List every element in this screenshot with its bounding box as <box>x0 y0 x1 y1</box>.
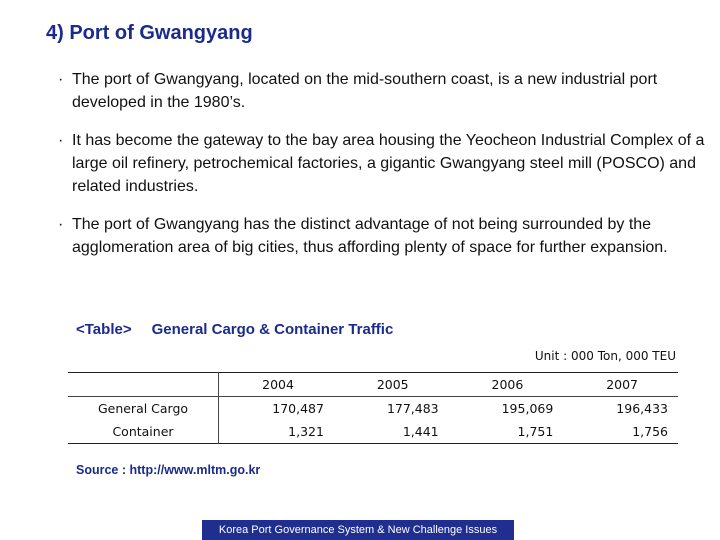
table-header-year: 2004 <box>262 377 294 392</box>
table-unit: Unit : 000 Ton, 000 TEU <box>534 349 676 363</box>
page-title: 4) Port of Gwangyang <box>46 22 253 44</box>
cargo-traffic-table <box>68 372 678 444</box>
table-row-label: Container <box>68 420 219 444</box>
table-cell: 1,756 <box>632 424 668 439</box>
table-caption-tag: <Table> <box>76 321 132 338</box>
table-header-year: 2007 <box>606 377 638 392</box>
table-cell: 1,751 <box>517 424 554 439</box>
table-cell: 195,069 <box>501 401 554 416</box>
table-header-year: 2006 <box>491 377 524 392</box>
table-row <box>68 420 678 444</box>
bullet-mark: · <box>58 71 64 88</box>
bullet-mark: · <box>58 132 64 149</box>
bullet-item <box>58 129 708 198</box>
bullet-text: The port of Gwangyang, located on the mid-southern coast, is a new industrial port developed in the 1980’s. <box>72 71 658 111</box>
table-cell: 170,487 <box>272 401 324 416</box>
bullet-text: It has become the gateway to the bay area housing the Yeocheon Industrial Complex of a large oil refinery, petrochemical factories, a gigantic Gwangyang steel mill (POSCO) and related industries. <box>72 132 705 195</box>
table-caption <box>76 321 393 338</box>
table-cell: 196,433 <box>616 401 668 416</box>
bullet-mark: · <box>58 216 64 233</box>
table-header-blank <box>68 373 219 397</box>
bullet-text: The port of Gwangyang has the distinct advantage of not being surrounded by the agglomeration area of big cities, thus affording plenty of space for further expansion. <box>72 216 668 256</box>
table-header-row <box>68 373 678 397</box>
table-row <box>68 397 678 421</box>
table-cell: 1,441 <box>402 424 439 439</box>
bullet-item <box>58 213 708 259</box>
bullet-list <box>58 68 708 274</box>
footer-banner: Korea Port Governance System & New Challenge Issues <box>202 520 514 540</box>
table-row-label: General Cargo <box>68 397 219 421</box>
table-caption-title: General Cargo & Container Traffic <box>151 321 394 338</box>
table-cell: 177,483 <box>386 401 439 416</box>
bullet-item <box>58 68 708 114</box>
source-link[interactable]: Source : http://www.mltm.go.kr <box>76 463 261 477</box>
table-cell: 1,321 <box>288 424 324 439</box>
table-header-year: 2005 <box>376 377 409 392</box>
